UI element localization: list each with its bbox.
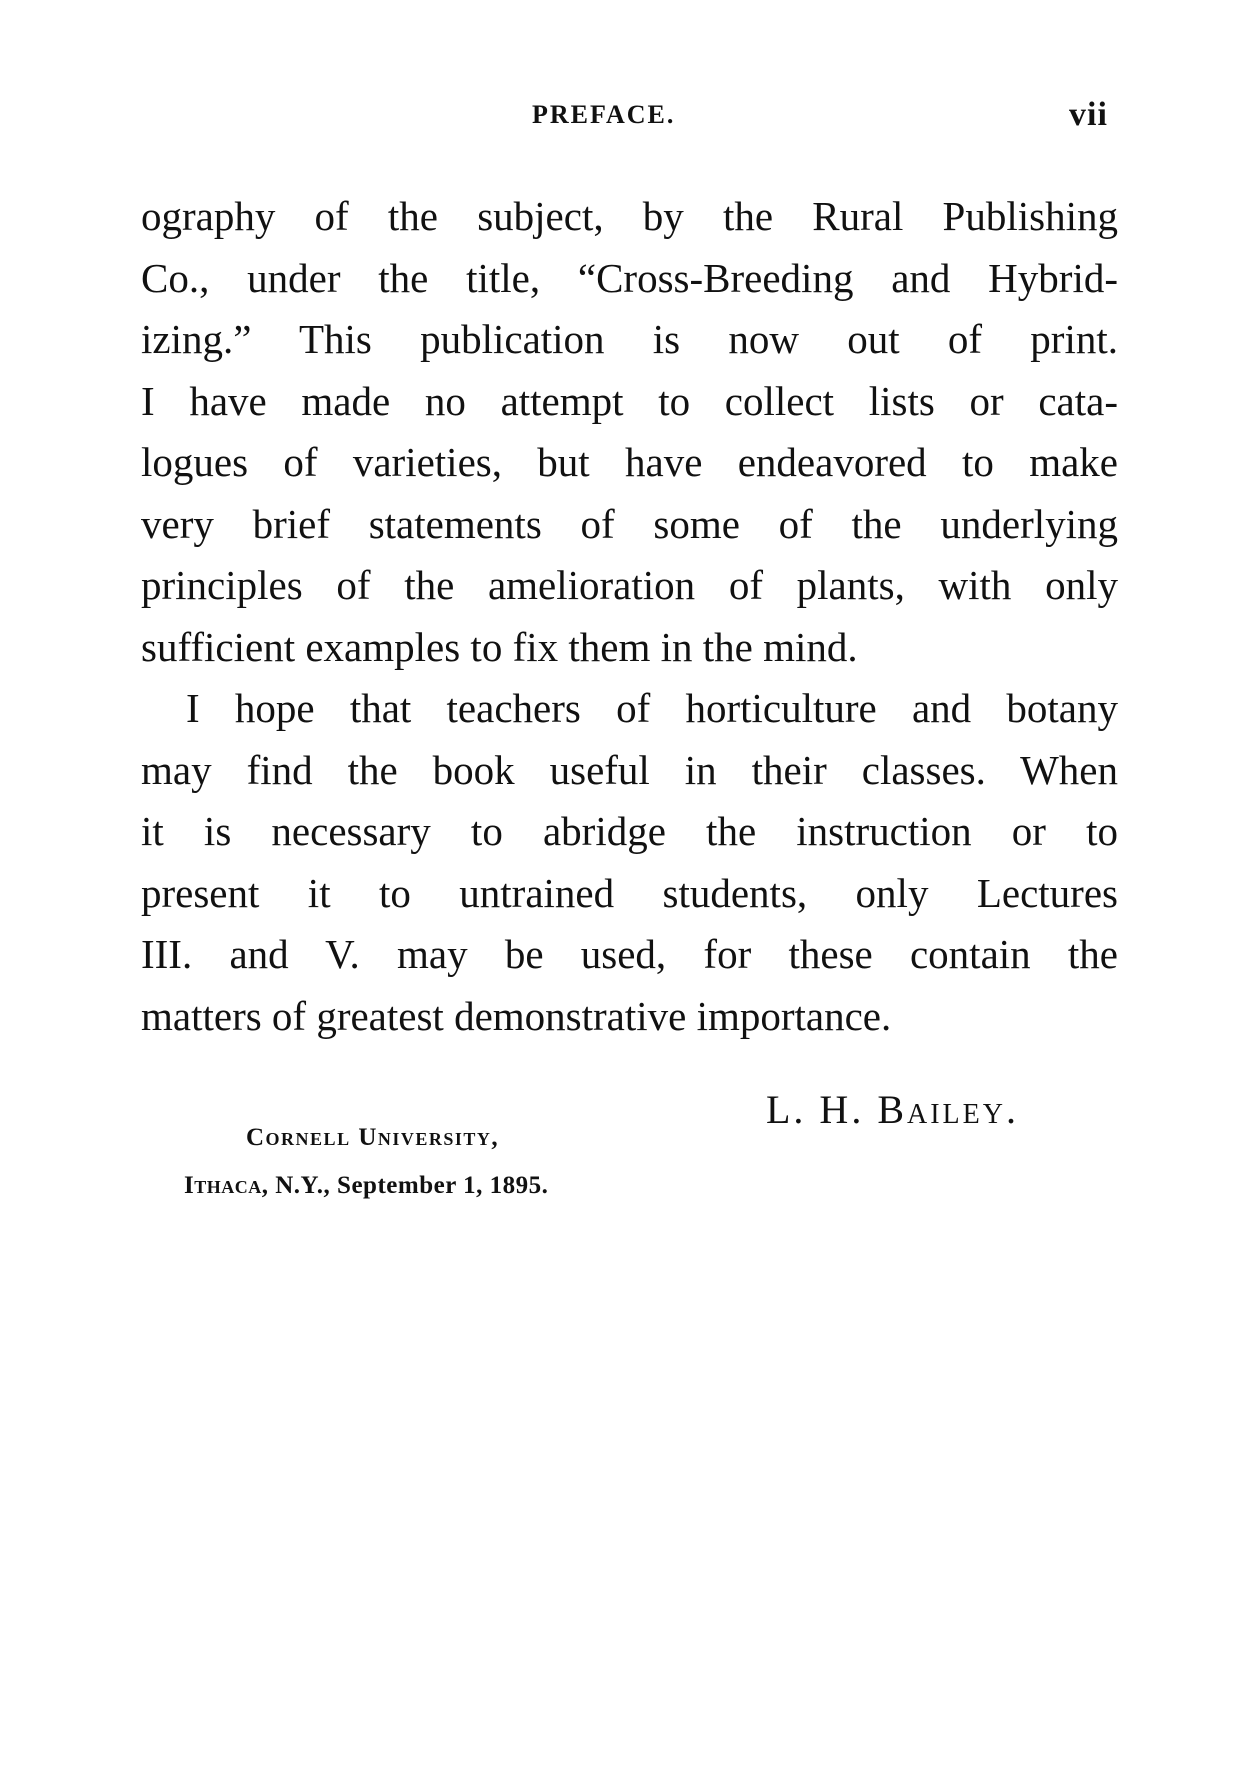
running-title: PREFACE. bbox=[532, 100, 676, 129]
text-line: logues of varieties, but have endeavored to make bbox=[141, 439, 1118, 485]
text-line: I have made no attempt to collect lists or cata- bbox=[141, 377, 1118, 424]
date-text: N.Y., September 1, 1895. bbox=[275, 1172, 549, 1199]
text-line: very brief statements of some of the underlying bbox=[141, 500, 1118, 547]
page-number: vii bbox=[1069, 96, 1108, 133]
text-line: sufficient examples to fix them in the mind. bbox=[141, 623, 858, 670]
text-line: matters of greatest demonstrative importance. bbox=[141, 992, 892, 1039]
text-line: principles of the amelioration of plants, with only bbox=[141, 562, 1118, 608]
author-signature bbox=[766, 1086, 1019, 1133]
text-line: Co., under the title, “Cross-Breeding and Hybrid- bbox=[141, 254, 1118, 301]
institution-line: Cornell University, bbox=[246, 1124, 500, 1151]
text-line: may find the book useful in their classes. When bbox=[141, 746, 1118, 793]
preface-body bbox=[141, 186, 1118, 1047]
place-date-line bbox=[184, 1172, 548, 1200]
author-initials: L. H. bbox=[766, 1087, 865, 1132]
author-surname: Bailey. bbox=[877, 1087, 1019, 1132]
text-line: it is necessary to abridge the instruction or to bbox=[141, 808, 1118, 854]
text-line: present it to untrained students, only Lectures bbox=[141, 869, 1118, 916]
text-line: izing.” This publication is now out of print. bbox=[141, 316, 1118, 362]
text-line: III. and V. may be used, for these contain the bbox=[141, 931, 1118, 977]
city-name: Ithaca, bbox=[184, 1172, 269, 1199]
running-head bbox=[0, 96, 1259, 136]
text-line: I hope that teachers of horticulture and botany bbox=[186, 685, 1118, 731]
text-line: ography of the subject, by the Rural Publishing bbox=[141, 193, 1118, 239]
